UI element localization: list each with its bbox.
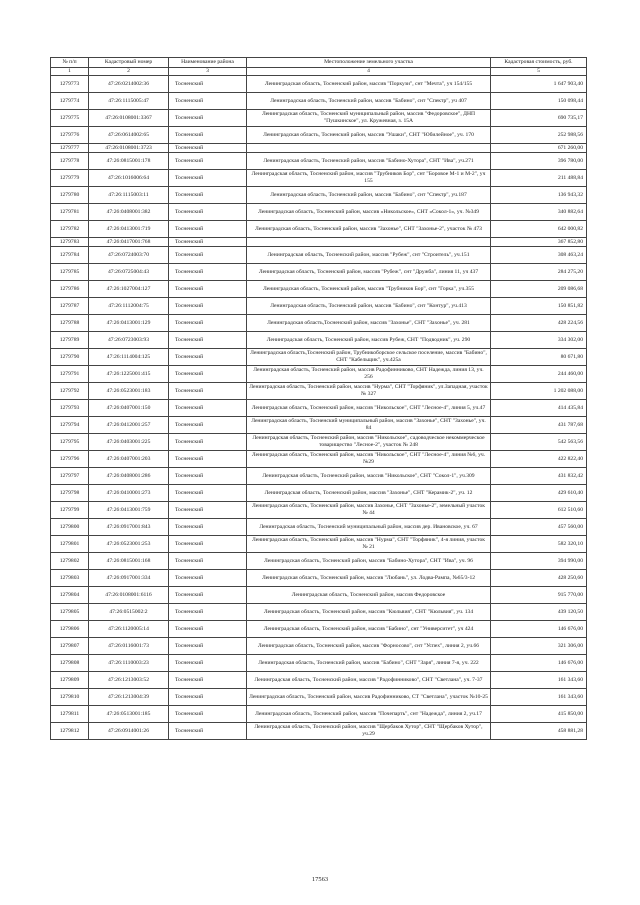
- table-row: [51, 570, 587, 587]
- page-number: 17563: [311, 876, 329, 883]
- district-name: Тосненский: [169, 247, 247, 264]
- row-index: 1279787: [51, 298, 89, 315]
- cadastral-value: 321 306,00: [491, 638, 587, 655]
- row-index: 1279810: [51, 689, 89, 706]
- location-text: Ленинградская область, Тосненский район, массив "Рубеж", снт "Строитель", уч.151: [247, 247, 491, 264]
- cadastral-value: 308 463,24: [491, 247, 587, 264]
- cadastral-value: 1 647 903,40: [491, 76, 587, 93]
- row-index: 1279776: [51, 127, 89, 144]
- location-text: Ленинградская область, Тосненский район, массив «Никольское», СНТ «Сокол-1», уч. №349: [247, 204, 491, 221]
- district-name: Тосненский: [169, 221, 247, 238]
- cadastral-value: 150 851,82: [491, 298, 587, 315]
- cadastral-value: 284 275,20: [491, 264, 587, 281]
- cadastral-number: 47:26:0407001:150: [89, 400, 169, 417]
- district-name: Тосненский: [169, 502, 247, 519]
- cadastral-number: 47:26:0108001:3723: [89, 144, 169, 153]
- district-name: Тосненский: [169, 315, 247, 332]
- cadastral-number: 47:26:0108001:3367: [89, 110, 169, 127]
- district-name: Тосненский: [169, 110, 247, 127]
- table-row: [51, 417, 587, 434]
- row-index: 1279780: [51, 187, 89, 204]
- row-index: 1279800: [51, 519, 89, 536]
- cadastral-value: 582 320,10: [491, 536, 587, 553]
- cadastral-number: 47:26:1112004:75: [89, 298, 169, 315]
- table-row: [51, 238, 587, 247]
- row-index: 1279798: [51, 485, 89, 502]
- cadastral-number: 47:26:0513001:185: [89, 706, 169, 723]
- cadastral-value: 146 676,00: [491, 655, 587, 672]
- location-text: Ленинградская область, Тосненский район, массив "Почепарть", снт "Надежда", линия 2, уч.17: [247, 706, 491, 723]
- row-index: 1279804: [51, 587, 89, 604]
- location-text: [247, 238, 491, 247]
- district-name: Тосненский: [169, 349, 247, 366]
- location-text: Ленинградская область, Тосненский район, массив "Нурма", СНТ "Торфяник", ул.Западная, участок № 327: [247, 383, 491, 400]
- cadastral-value: 1 202 088,00: [491, 383, 587, 400]
- cadastral-number: 47:26:0917001:334: [89, 570, 169, 587]
- row-index: 1279778: [51, 153, 89, 170]
- cadastral-number: 47:26:0412001:257: [89, 417, 169, 434]
- table-row: [51, 110, 587, 127]
- cadastral-number: 47:26:1115003:11: [89, 187, 169, 204]
- cadastral-value: 161 343,60: [491, 689, 587, 706]
- district-name: Тосненский: [169, 127, 247, 144]
- table-row: [51, 587, 587, 604]
- location-text: Ленинградская область, Тосненский муниципальный район, массив дер. Ивановское, уч. 67: [247, 519, 491, 536]
- row-index: 1279792: [51, 383, 89, 400]
- location-text: Ленинградская область, Тосненский район, массив Федоровское: [247, 587, 491, 604]
- cadastral-number: 47:26:1016006:64: [89, 170, 169, 187]
- row-index: 1279803: [51, 570, 89, 587]
- district-name: Тосненский: [169, 706, 247, 723]
- location-text: Ленинградская область, Тосненский район, массив Рубеж, СНТ "Подводник", уч. 290: [247, 332, 491, 349]
- cadastral-number: 47:26:1120005:14: [89, 621, 169, 638]
- cadastral-number: 47:26:0408001:286: [89, 468, 169, 485]
- cadastral-number: 47:26:1114004:125: [89, 349, 169, 366]
- row-index: 1279806: [51, 621, 89, 638]
- cadastral-value: 690 735,17: [491, 110, 587, 127]
- cadastral-value: 150 098,44: [491, 93, 587, 110]
- row-index: 1279805: [51, 604, 89, 621]
- table-row: [51, 332, 587, 349]
- cadastral-number: 47:26:0214002:36: [89, 76, 169, 93]
- location-text: Ленинградская область, Тосненский район, массив "Никольское", СНТ "Сокол-1", уч.309: [247, 468, 491, 485]
- table-row: [51, 536, 587, 553]
- table-row: [51, 187, 587, 204]
- table-row: [51, 349, 587, 366]
- cadastral-value: 439 120,50: [491, 604, 587, 621]
- row-index: 1279802: [51, 553, 89, 570]
- cadastral-value: 80 671,80: [491, 349, 587, 366]
- district-name: Тосненский: [169, 689, 247, 706]
- table-row: [51, 519, 587, 536]
- row-index: 1279807: [51, 638, 89, 655]
- cadastral-number: 47:26:0403001:225: [89, 434, 169, 451]
- location-text: Ленинградская область, Тосненский район, массив "Захонье", СНТ "Захонье-2", участок № 473: [247, 221, 491, 238]
- cadastral-number: 47:26:0815001:168: [89, 553, 169, 570]
- header-district: Наименование района: [169, 58, 247, 68]
- cadastral-number: 47:26:0408001:382: [89, 204, 169, 221]
- location-text: [247, 144, 491, 153]
- row-index: 1279796: [51, 451, 89, 468]
- cadastral-number: 47:26:0515002:2: [89, 604, 169, 621]
- location-text: Ленинградская область, Тосненский район, массив "Никольское", СНТ "Лесное-4", линия 5, уч.47: [247, 400, 491, 417]
- cadastral-number: 47:26:0108001:6116: [89, 587, 169, 604]
- cadastral-number: 47:26:0413001:719: [89, 221, 169, 238]
- district-name: Тосненский: [169, 621, 247, 638]
- district-name: Тосненский: [169, 468, 247, 485]
- cadastral-value: 429 610,40: [491, 485, 587, 502]
- table-row: [51, 76, 587, 93]
- cadastral-value: 396 780,00: [491, 153, 587, 170]
- table-body: [51, 76, 587, 740]
- row-index: 1279782: [51, 221, 89, 238]
- district-name: Тосненский: [169, 434, 247, 451]
- cadastral-value: 146 676,00: [491, 621, 587, 638]
- location-text: Ленинградская область, Тосненский район, массив "Бабино", снт "Университет", уч 424: [247, 621, 491, 638]
- cadastral-number: 47:26:0725004:43: [89, 264, 169, 281]
- row-index: 1279788: [51, 315, 89, 332]
- location-text: Ленинградская область, Тосненский район, массив "Форносово", снт "Успех", линия 2, уч.66: [247, 638, 491, 655]
- cadastral-value: 340 882,64: [491, 204, 587, 221]
- cadastral-number: 47:26:0413001:129: [89, 315, 169, 332]
- district-name: Тосненский: [169, 519, 247, 536]
- district-name: Тосненский: [169, 298, 247, 315]
- location-text: Ленинградская область, Тосненский район, массив "Рубеж", снт "Дружба", линия 11, уч 437: [247, 264, 491, 281]
- column-number: 2: [89, 68, 169, 76]
- cadastral-value: 211 488,84: [491, 170, 587, 187]
- district-name: Тосненский: [169, 570, 247, 587]
- table-row: [51, 638, 587, 655]
- document-page: [50, 57, 586, 740]
- table-row: [51, 221, 587, 238]
- row-index: 1279799: [51, 502, 89, 519]
- district-name: Тосненский: [169, 451, 247, 468]
- cadastral-value: 431 787,68: [491, 417, 587, 434]
- cadastral-number: 47:26:1027004:127: [89, 281, 169, 298]
- cadastral-value: 542 563,56: [491, 434, 587, 451]
- row-index: 1279775: [51, 110, 89, 127]
- district-name: Тосненский: [169, 638, 247, 655]
- location-text: Ленинградская область,Тосненский район, Трубникоборское сельское поселение, массив "Бабино", СНТ "Кабельщик", уч.425а: [247, 349, 491, 366]
- table-row: [51, 247, 587, 264]
- table-row: [51, 706, 587, 723]
- cadastral-value: 428 224,56: [491, 315, 587, 332]
- district-name: Тосненский: [169, 723, 247, 740]
- cadastral-value: 612 510,60: [491, 502, 587, 519]
- location-text: Ленинградская область, Тосненский район, массив "Нурма", СНТ "Торфяник", 4-я линия, участок № 21: [247, 536, 491, 553]
- cadastral-value: 422 822,40: [491, 451, 587, 468]
- table-row: [51, 689, 587, 706]
- district-name: Тосненский: [169, 553, 247, 570]
- cadastral-number: 47:26:1213004:39: [89, 689, 169, 706]
- table-row: [51, 127, 587, 144]
- district-name: Тосненский: [169, 383, 247, 400]
- cadastral-value: 431 832,42: [491, 468, 587, 485]
- location-text: Ленинградская область, Тосненский район, массив "Никольское", СНТ "Лесное-4", линия №6, уч. №29: [247, 451, 491, 468]
- location-text: Ленинградская область, Тосненский район, массив "Щербаков Хутор", СНТ "Щербаков Хутор", уч.29: [247, 723, 491, 740]
- location-text: Ленинградская область, Тосненский район, массив Захонье, СНТ "Захонье-2", земельный участок № 44: [247, 502, 491, 519]
- cadastral-number: 47:26:1115005:47: [89, 93, 169, 110]
- location-text: Ленинградская область,Тосненский район, массив "Захонье", СНТ "Захонье", уч. 281: [247, 315, 491, 332]
- row-index: 1279801: [51, 536, 89, 553]
- cadastral-value: 244 460,00: [491, 366, 587, 383]
- cadastral-value: 161 343,60: [491, 672, 587, 689]
- row-index: 1279790: [51, 349, 89, 366]
- table-row: [51, 93, 587, 110]
- location-text: Ленинградская область, Тосненский район, массив "Кюльвия", СНТ "Кюльвия", уч. 134: [247, 604, 491, 621]
- cadastral-value: 367 852,80: [491, 238, 587, 247]
- table-row: [51, 170, 587, 187]
- location-text: Ленинградская область, Тосненский район, массив "Бабино", снт "Контур", уч.413: [247, 298, 491, 315]
- table-row: [51, 468, 587, 485]
- table-row: [51, 723, 587, 740]
- table-row: [51, 553, 587, 570]
- cadastral-value: 415 850,00: [491, 706, 587, 723]
- location-text: Ленинградская область, Тосненский район, массив "Бабино", снт "Спектр", уч 407: [247, 93, 491, 110]
- table-row: [51, 451, 587, 468]
- cadastral-number: 47:26:1225001:415: [89, 366, 169, 383]
- district-name: Тосненский: [169, 332, 247, 349]
- row-index: 1279794: [51, 417, 89, 434]
- cadastral-number: 47:26:0917001:843: [89, 519, 169, 536]
- table-row: [51, 298, 587, 315]
- table-row: [51, 153, 587, 170]
- column-number: 3: [169, 68, 247, 76]
- cadastral-value: 458 881,28: [491, 723, 587, 740]
- row-index: 1279812: [51, 723, 89, 740]
- header-location: Местоположение земельного участка: [247, 58, 491, 68]
- table-row: [51, 264, 587, 281]
- district-name: Тосненский: [169, 672, 247, 689]
- location-text: Ленинградская область, Тосненский район, массив "Трубников Бор", снт "Горка", уч.355: [247, 281, 491, 298]
- table-row: [51, 281, 587, 298]
- district-name: Тосненский: [169, 76, 247, 93]
- cadastral-number: 47:26:0413001:759: [89, 502, 169, 519]
- header-cadastral-number: Кадастровый номер: [89, 58, 169, 68]
- table-row: [51, 366, 587, 383]
- cadastral-number: 47:26:0724003:70: [89, 247, 169, 264]
- location-text: Ленинградская область, Тосненский район, массив "Радофинниково", СНТ "Светлана", уч. 7-37: [247, 672, 491, 689]
- cadastral-value: 642 000,82: [491, 221, 587, 238]
- row-index: 1279783: [51, 238, 89, 247]
- cadastral-value: 334 302,00: [491, 332, 587, 349]
- row-index: 1279786: [51, 281, 89, 298]
- row-index: 1279774: [51, 93, 89, 110]
- district-name: Тосненский: [169, 485, 247, 502]
- table-header-row: [51, 58, 587, 68]
- cadastral-value: 414 435,84: [491, 400, 587, 417]
- district-name: Тосненский: [169, 93, 247, 110]
- cadastral-value: 915 770,00: [491, 587, 587, 604]
- district-name: Тосненский: [169, 204, 247, 221]
- location-text: Ленинградская область, Тосненский район, массив "Захонье", СНТ "Керамик-2", уч. 12: [247, 485, 491, 502]
- location-text: Ленинградская область, Тосненский район, массив "Любань", ул. Лодва-Рампа, №65/3-12: [247, 570, 491, 587]
- cadastral-number: 47:26:0815001:178: [89, 153, 169, 170]
- cadastral-value: 136 943,32: [491, 187, 587, 204]
- district-name: Тосненский: [169, 655, 247, 672]
- location-text: Ленинградская область, Тосненский район, массив "Бабино-Хутора", СНТ "Ива", уч.271: [247, 153, 491, 170]
- district-name: Тосненский: [169, 238, 247, 247]
- row-index: 1279789: [51, 332, 89, 349]
- cadastral-number: 47:26:0614002:65: [89, 127, 169, 144]
- row-index: 1279795: [51, 434, 89, 451]
- table-row: [51, 672, 587, 689]
- district-name: Тосненский: [169, 153, 247, 170]
- row-index: 1279773: [51, 76, 89, 93]
- cadastral-number: 47:26:0407001:203: [89, 451, 169, 468]
- location-text: Ленинградская область, Тосненский муниципальный район, массив "Захонье", СНТ "Захонье", уч. 84: [247, 417, 491, 434]
- cadastral-number: 47:26:0914001:26: [89, 723, 169, 740]
- district-name: Тосненский: [169, 281, 247, 298]
- district-name: Тосненский: [169, 604, 247, 621]
- table-row: [51, 621, 587, 638]
- row-index: 1279793: [51, 400, 89, 417]
- cadastral-number: 47:26:0523001:253: [89, 536, 169, 553]
- row-index: 1279809: [51, 672, 89, 689]
- cadastral-number: 47:26:1213003:52: [89, 672, 169, 689]
- row-index: 1279781: [51, 204, 89, 221]
- location-text: Ленинградская область, Тосненский район, массив "Трубников Бор", снт "Боровое М-1 и М-2", уч 155: [247, 170, 491, 187]
- row-index: 1279784: [51, 247, 89, 264]
- district-name: Тосненский: [169, 536, 247, 553]
- district-name: Тосненский: [169, 264, 247, 281]
- location-text: Ленинградская область, Тосненский район, массив "Никольское", садоводческое некоммерческое товарищество "Лесное-2", участок № 248: [247, 434, 491, 451]
- cadastral-number: 47:26:0723003:93: [89, 332, 169, 349]
- table-row: [51, 315, 587, 332]
- table-row: [51, 383, 587, 400]
- cadastral-value: 671 260,00: [491, 144, 587, 153]
- row-index: 1279808: [51, 655, 89, 672]
- cadastral-number: 47:26:0410001:273: [89, 485, 169, 502]
- cadastral-value: 209 086,68: [491, 281, 587, 298]
- table-row: [51, 604, 587, 621]
- district-name: Тосненский: [169, 587, 247, 604]
- table-row: [51, 204, 587, 221]
- location-text: Ленинградская область, Тосненский район, массив "Бабино-Хутора", СНТ "Ива", уч. 96: [247, 553, 491, 570]
- location-text: Ленинградская область, Тосненский район, массив "Бабино", снт "Спектр", уч.187: [247, 187, 491, 204]
- location-text: Ленинградская область, Тосненский район, массив Радофинниково, СНТ Надежда, линия 13, уч. 256: [247, 366, 491, 383]
- row-index: 1279791: [51, 366, 89, 383]
- header-value: Кадастровая стоимость, руб.: [491, 58, 587, 68]
- district-name: Тосненский: [169, 366, 247, 383]
- table-column-numbers-row: [51, 68, 587, 76]
- table-row: [51, 502, 587, 519]
- district-name: Тосненский: [169, 400, 247, 417]
- table-row: [51, 144, 587, 153]
- cadastral-number: 47:26:0523001:183: [89, 383, 169, 400]
- cadastral-value: 394 990,00: [491, 553, 587, 570]
- cadastral-number: 47:26:0116001:73: [89, 638, 169, 655]
- column-number: 4: [247, 68, 491, 76]
- row-index: 1279785: [51, 264, 89, 281]
- cadastral-value: 252 988,56: [491, 127, 587, 144]
- table-row: [51, 400, 587, 417]
- row-index: 1279779: [51, 170, 89, 187]
- header-index: № п/п: [51, 58, 89, 68]
- table-row: [51, 655, 587, 672]
- table-row: [51, 434, 587, 451]
- district-name: Тосненский: [169, 187, 247, 204]
- row-index: 1279777: [51, 144, 89, 153]
- table-row: [51, 485, 587, 502]
- cadastral-value: 457 560,00: [491, 519, 587, 536]
- row-index: 1279797: [51, 468, 89, 485]
- location-text: Ленинградская область, Тосненский район, массив Радофинниково, СТ "Светлана", участок №10-25: [247, 689, 491, 706]
- location-text: Ленинградская область, Тосненский район, массив "Поркузи", снт "Мечта", уч 154/155: [247, 76, 491, 93]
- column-number: 5: [491, 68, 587, 76]
- location-text: Ленинградская область, Тосненский район, массив "Бабино", СНТ "Заря", линия 7-я, уч. 222: [247, 655, 491, 672]
- district-name: Тосненский: [169, 417, 247, 434]
- cadastral-number: 47:26:1110003:23: [89, 655, 169, 672]
- district-name: Тосненский: [169, 170, 247, 187]
- column-number: 1: [51, 68, 89, 76]
- location-text: Ленинградская область, Тосненский район, массив "Ушаки", СНТ "Юбилейное", уч. 170: [247, 127, 491, 144]
- cadastral-number: 47:26:0417001:768: [89, 238, 169, 247]
- cadastral-value: 428 250,60: [491, 570, 587, 587]
- location-text: Ленинградская область, Тосненский муниципальный район, массив "Федоровское", ДНП "Пушкинское", ул. Кружевная, з. 15А: [247, 110, 491, 127]
- cadastral-table: [50, 57, 587, 740]
- district-name: Тосненский: [169, 144, 247, 153]
- row-index: 1279811: [51, 706, 89, 723]
